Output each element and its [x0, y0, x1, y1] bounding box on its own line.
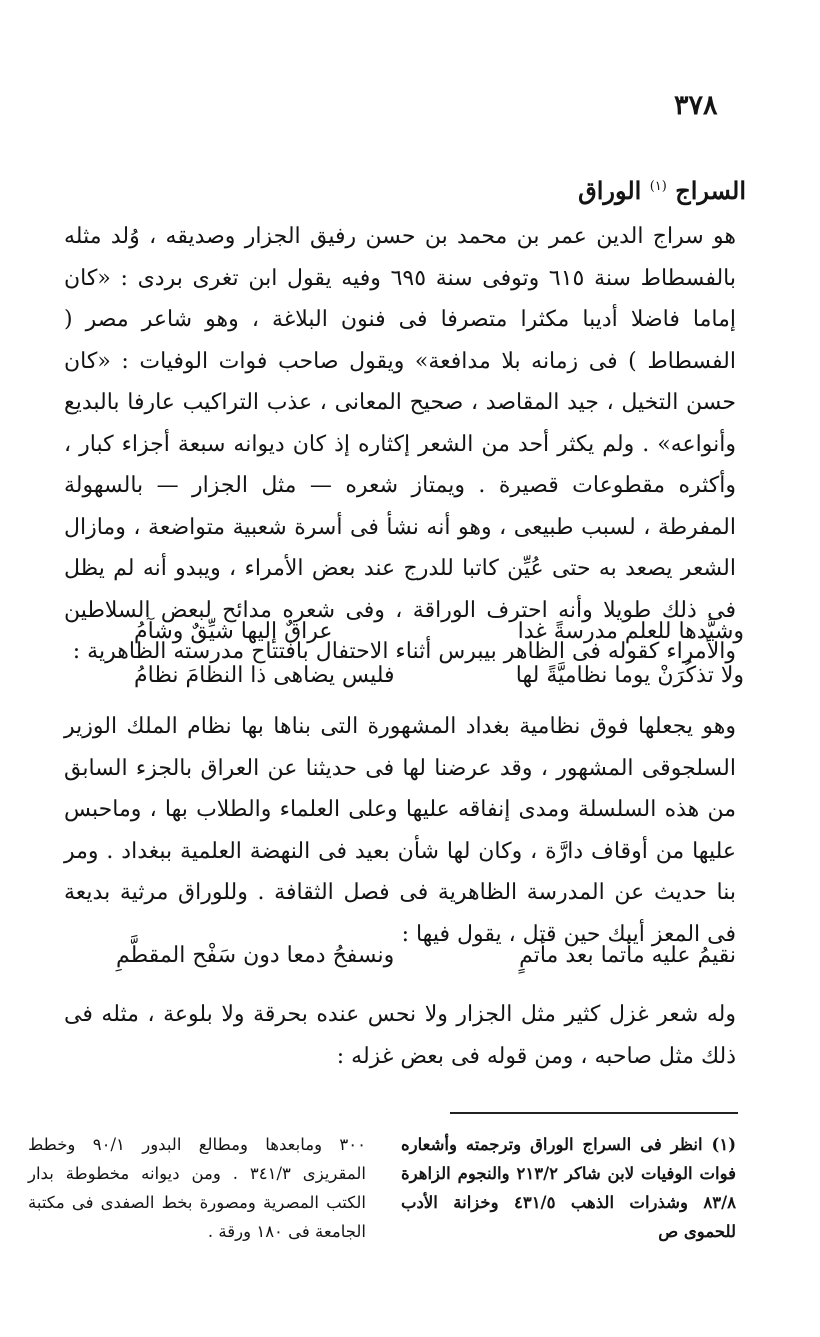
paragraph-nizamiya: وهو يجعلها فوق نظامية بغداد المشهورة التى بناها بها نظام الملك الوزير السلجوقى المشهور ، وقد عرضنا لها فى حديثنا عن العراق بالجزء السابق من هذه السلسلة ومدى إنفاقه عليها وعلى العلماء والطلاب بها ، وماحبس عليها من أوقاف دارَّة ، وكان لها شأن بعيد فى النهضة العلمية ببغداد . ومر بنا حديث عن المدرسة الظاهرية فى فصل الثقافة . وللوراق مرثية بديعة فى المعز أيبك حين قتل ، يقول فيها :	[64, 714, 736, 947]
section-title	[578, 176, 746, 205]
footnote-divider	[450, 1112, 738, 1114]
paragraph-biography: هو سراج الدين عمر بن محمد بن حسن رفيق الجزار وصديقه ، وُلد مثله بالفسطاط سنة ٦١٥ وتوفى سنة ٦٩٥ وفيه يقول ابن تغرى بردى : «كان إماما فاضلا أديبا مكثرا متصرفا فى فنون البلاغة ، وهو شاعر مصر ( الفسطاط ) فى زمانه بلا مدافعة» ويقول صاحب فوات الوفيات : «كان حسن التخيل ، جيد المقاصد ، صحيح المعانى ، عذب التراكيب عارفا بالبديع وأنواعه» . ولم يكثر أحد من الشعر إكثاره إذ كان ديوانه سبعة أجزاء كبار ، وأكثره مقطوعات قصيرة . ويمتاز شعره — مثل الجزار — بالسهولة المفرطة ، لسبب طبيعى ، وهو أنه نشأ فى أسرة شعبية متواضعة ، ومازال الشعر يصعد به حتى عُيِّن كاتبا للدرج عند بعض الأمراء ، ويبدو أنه لم يظل فى ذلك طويلا وأنه احترف الوراقة ، وفى شعره مدائح لبعض السلاطين والأمراء كقوله فى الظاهر بيبرس أثناء الاحتفال بافتتاح مدرسته الظاهرية :	[64, 224, 736, 664]
paragraph-ghazal: وله شعر غزل كثير مثل الجزار ولا نحس عنده بحرقة ولا بلوعة ، مثله فى ذلك مثل صاحبه ، ومن قوله فى بعض غزله :	[64, 1002, 736, 1069]
verse-line-3	[116, 936, 736, 976]
footnote-left-column: ٣٠٠ ومابعدها ومطالع البدور ٩٠/١ وخطط المقريزى ٣٤١/٣ . ومن ديوانه مخطوطة بدار الكتب المصرية ومصورة بخط الصفدى فى مكتبة الجامعة فى ١٨٠ ورقة .	[28, 1135, 366, 1241]
verse-line-1	[134, 612, 744, 652]
verse-hemistich-second: عراقٌ إليها شيِّقٌ وشآمُ	[134, 619, 333, 644]
title-name: الوراق	[578, 176, 642, 205]
page-number: ٣٧٨	[674, 90, 718, 121]
verse-line-2	[134, 656, 744, 696]
verse-hemistich-second: ونسفحُ دمعا دون سَفْح المقطَّمِ	[116, 943, 395, 968]
footnote-right-column: (١) انظر فى السراج الوراق وترجمته وأشعاره فوات الوفيات لابن شاكر ٢١٣/٢ والنجوم الزاهرة ٨٣/٨ وشذرات الذهب ٤٣١/٥ وخزانة الأدب للحموى ص	[401, 1135, 736, 1241]
verse-hemistich-first: وشيَّدها للعلم مدرسةً غدا	[517, 619, 744, 644]
verse-hemistich-second: فليس يضاهى ذا النظامَ نظامُ	[134, 663, 395, 688]
title-word: السراج	[675, 176, 746, 205]
verse-hemistich-first: ولا تذكُرَنْ يوما نظاميَّةً لها	[515, 663, 744, 688]
footnote-ref: (١)	[649, 179, 667, 194]
verse-hemistich-first: نقيمُ عليه مأتما بعد مأتمٍ	[519, 943, 736, 968]
